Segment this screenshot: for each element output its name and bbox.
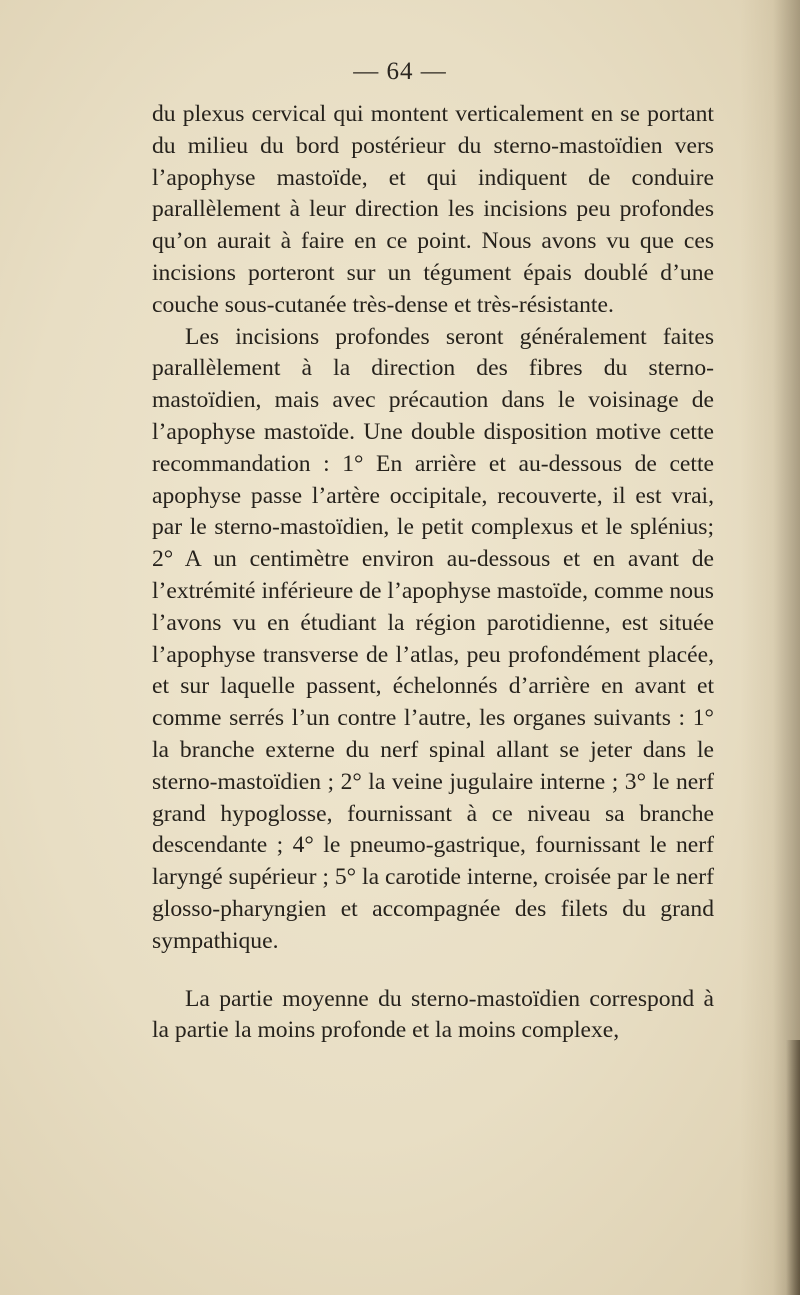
body-text <box>152 99 714 1047</box>
page-edge-dark <box>786 1040 800 1295</box>
paragraph-1: du plexus cervical qui montent verticalement en se portant du milieu du bord postérieur du sterno-mastoïdien vers l’apophyse mastoïde, et qui indiquent de conduire parallèlement à leur direction les incisions peu profondes qu’on aurait à faire en ce point. Nous avons vu que ces incisions porteront sur un tégument épais doublé d’une couche sous-cutanée très-dense et très-résistante. <box>152 101 714 318</box>
paragraph-2: Les incisions profondes seront généralement faites parallèlement à la direction des fibres du sterno-mastoïdien, mais avec précaution dans le voisinage de l’apophyse mastoïde. Une double disposition motive cette recommandation : 1° En arrière et au-dessous de cette apophyse passe l’artère occipitale, recouverte, il est vrai, par le sterno-mastoïdien, le petit complexus et le splénius; 2° A un centimètre environ au-dessous et en avant de l’extrémité inférieure de l’apophyse mastoïde, comme nous l’avons vu en étudiant la région parotidienne, est située l’apophyse transverse de l’atlas, peu profondément placée, et sur laquelle passent, échelonnés d’arrière en avant et comme serrés l’un contre l’autre, les organes suivants : 1° la branche externe du nerf spinal allant se jeter dans le sterno-mastoïdien ; 2° la veine jugulaire interne ; 3° le nerf grand hypoglosse, fournissant à ce niveau sa branche descendante ; 4° le pneumo-gastrique, fournissant le nerf laryngé supérieur ; 5° la carotide interne, croisée par le nerf glosso-pharyngien et accompagnée des filets du grand sympathique. <box>152 323 714 954</box>
page-number: — 64 — <box>353 58 447 85</box>
paragraph-3: La partie moyenne du sterno-mastoïdien correspond à la partie la moins profonde et la moins complexe, <box>152 985 714 1044</box>
